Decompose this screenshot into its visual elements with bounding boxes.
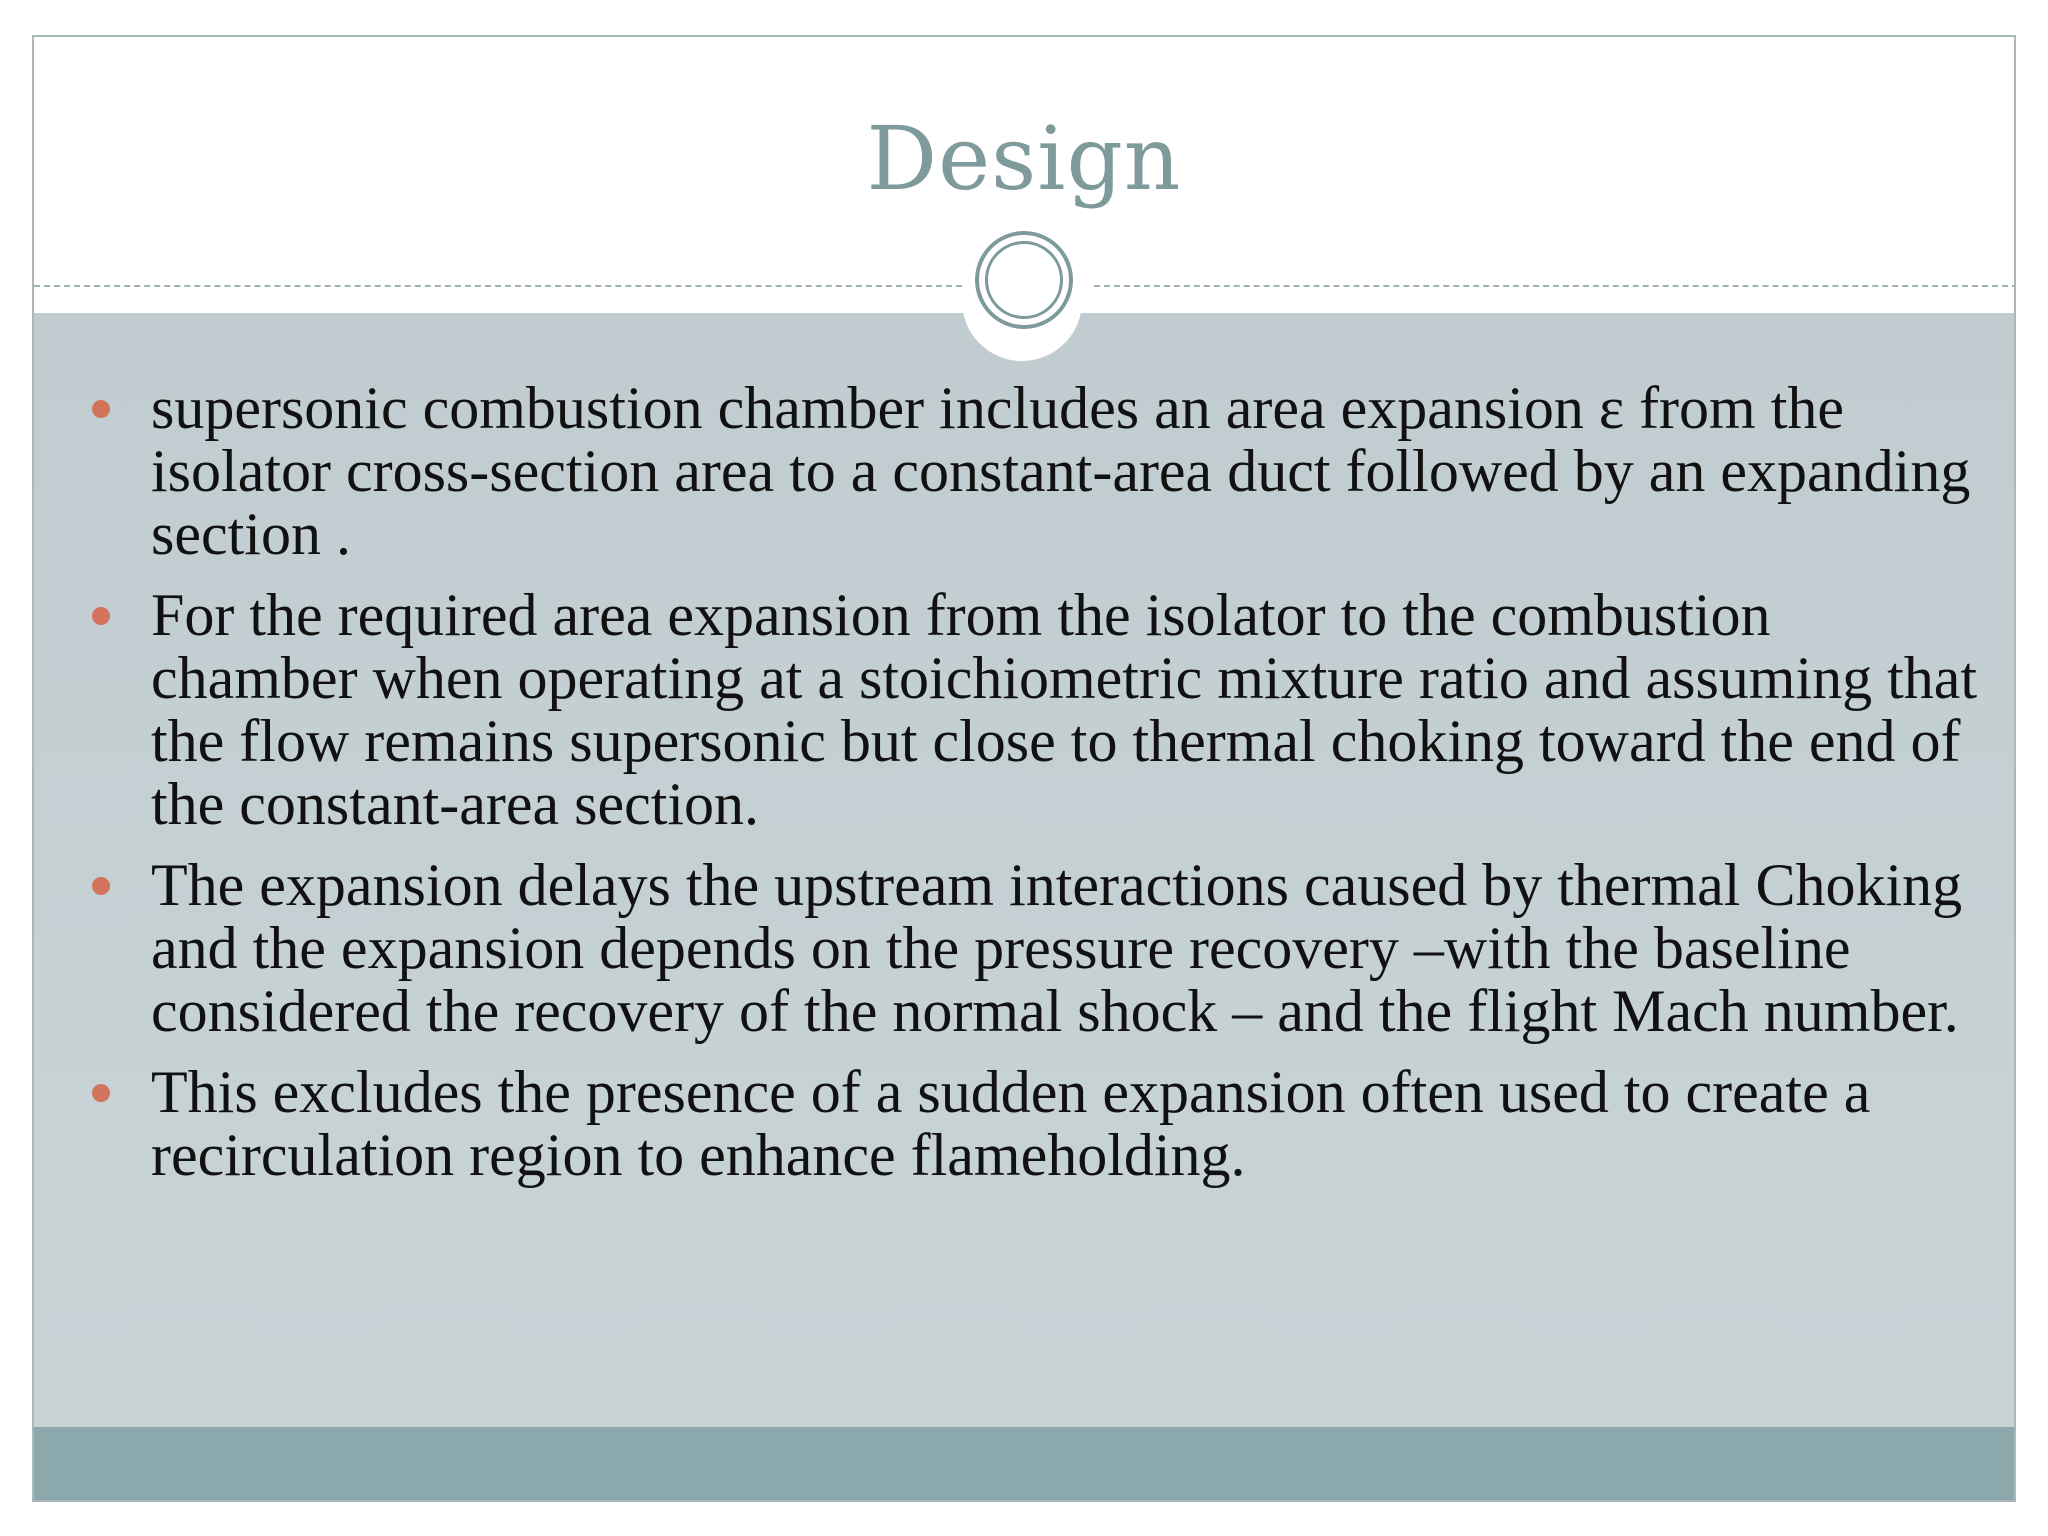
footer-bar — [34, 1427, 2014, 1500]
title-divider-left — [34, 285, 962, 287]
title-divider-right — [1094, 285, 2016, 287]
bullet-text: This excludes the presence of a sudden expansion often used to create a recirculation region to enhance flameholding. — [151, 1059, 1871, 1188]
slide — [32, 35, 2016, 1502]
bullet-list — [34, 377, 2014, 1205]
bullet-dot-icon — [92, 400, 110, 418]
bullet-item — [34, 377, 2014, 566]
bullet-text: The expansion delays the upstream interactions caused by thermal Choking and the expansion depends on the pressure recovery –with the baseline considered the recovery of the normal shock – and the flight Mach number. — [151, 852, 1963, 1044]
bullet-dot-icon — [92, 1084, 110, 1102]
double-ring-circle-icon — [975, 231, 1073, 329]
bullet-text: supersonic combustion chamber includes an area expansion ε from the isolator cross-section area to a constant-area duct followed by an expanding section . — [151, 375, 1971, 567]
bullet-item — [34, 1061, 2014, 1187]
bullet-dot-icon — [92, 607, 110, 625]
bullet-dot-icon — [92, 877, 110, 895]
bullet-item — [34, 584, 2014, 836]
slide-title: Design — [866, 107, 1182, 210]
bullet-text: For the required area expansion from the isolator to the combustion chamber when operating at a stoichiometric mixture ratio and assuming that the flow remains supersonic but close to thermal choking toward the end of the constant-area section. — [151, 582, 1978, 837]
bullet-item — [34, 854, 2014, 1043]
